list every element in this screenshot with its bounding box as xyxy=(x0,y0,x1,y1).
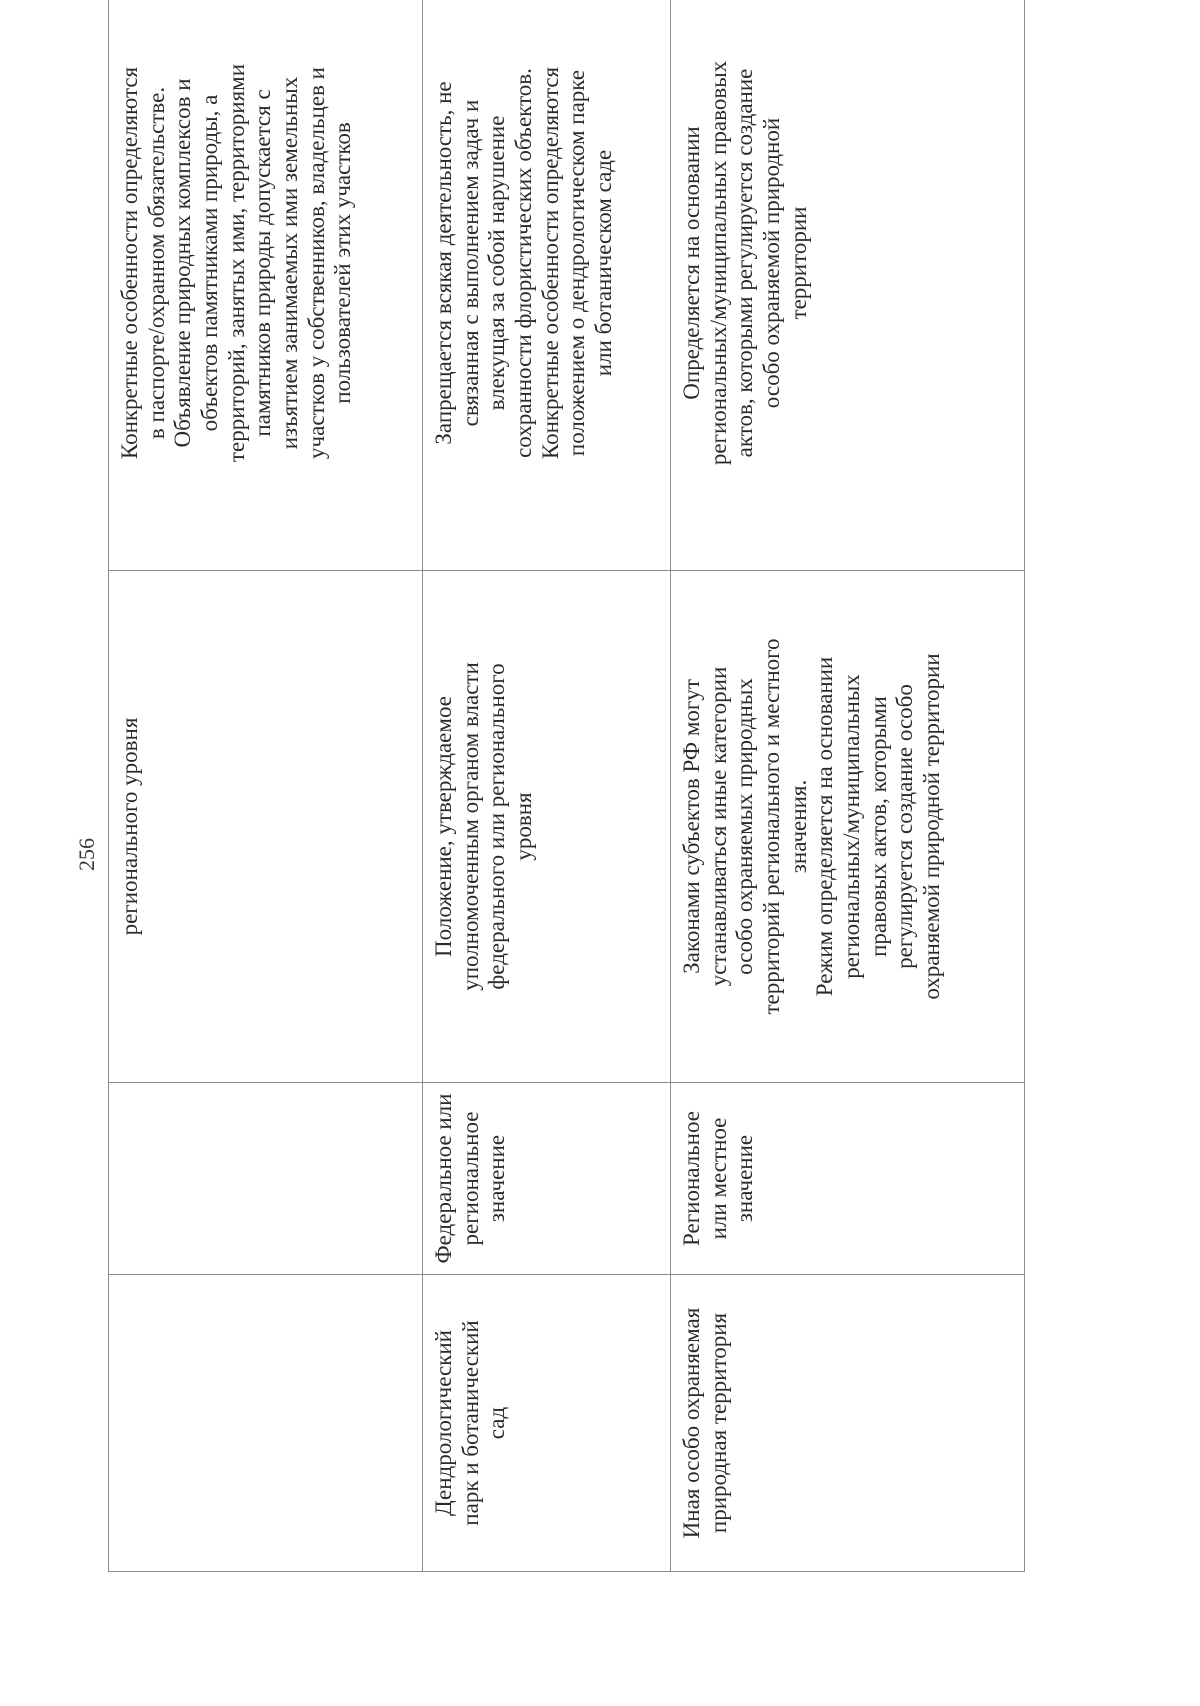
text-line: устанавливаться иные категории xyxy=(705,666,731,987)
text-line: уровня xyxy=(511,792,537,861)
text-line: территорий, занятых ими, территориями xyxy=(223,63,249,463)
regime-cell xyxy=(109,0,423,571)
significance-cell xyxy=(109,1083,423,1275)
text-line: парк и ботанический xyxy=(457,1320,483,1526)
reserve-regime-table xyxy=(108,0,1025,1572)
text-line: Законами субъектов РФ могут xyxy=(679,679,704,974)
text-line: Положение, утверждаемое xyxy=(431,696,456,957)
text-line: территории xyxy=(785,206,811,320)
text-line: Федеральное или xyxy=(431,1093,456,1264)
text-line: актов, которыми регулируется создание xyxy=(732,68,758,458)
text-line: сохранности флористических объектов. xyxy=(511,68,537,458)
territory-name-cell xyxy=(423,1275,671,1572)
text-line: значение xyxy=(484,1134,510,1223)
text-line: Режим определяется на основании xyxy=(812,656,838,997)
text-line: региональное xyxy=(457,1111,483,1246)
text-line: особо охраняемых природных xyxy=(732,678,758,975)
text-line: территорий регионального и местного xyxy=(759,638,785,1015)
territory-name-cell xyxy=(109,1275,423,1572)
text-line: региональных/муниципальных правовых xyxy=(705,60,731,466)
significance-cell xyxy=(671,1083,1025,1275)
text-line: пользователей этих участков xyxy=(330,122,356,404)
legal-basis-cell xyxy=(423,571,671,1083)
regime-cell xyxy=(671,0,1025,571)
text-line: положением о дендрологическом парке xyxy=(564,69,590,457)
text-line: Конкретные особенности определяются xyxy=(537,66,563,460)
text-line: Региональное xyxy=(679,1111,704,1246)
text-line: значения. xyxy=(785,779,811,874)
table-row xyxy=(671,0,1025,1572)
text-line: правовых актов, которыми xyxy=(865,696,891,957)
table-row xyxy=(423,0,671,1572)
text-line: участков у собственников, владельцев и xyxy=(303,67,329,459)
text-line: объектов памятниками природы, а xyxy=(197,94,223,432)
text-line: сад xyxy=(484,1406,510,1440)
text-line: в паспорте/охранном обязательстве. xyxy=(143,86,169,440)
text-line: Определяется на основании xyxy=(679,126,704,400)
text-line: регулируется создание особо xyxy=(892,684,918,969)
text-line: Запрещается всякая деятельность, не xyxy=(431,81,456,445)
text-line: Конкретные особенности определяются xyxy=(117,66,142,460)
text-line: связанная с выполнением задач и xyxy=(457,99,483,427)
text-line: уполномоченным органом власти xyxy=(457,662,483,991)
text-line: федерального или регионального xyxy=(484,663,510,990)
text-line: значение xyxy=(732,1134,758,1223)
text-line: влекущая за собой нарушение xyxy=(484,115,510,411)
regime-cell xyxy=(423,0,671,571)
page-number: 256 xyxy=(74,838,99,871)
table-row xyxy=(109,0,423,1572)
text-line: Объявление природных комплексов и xyxy=(170,78,196,448)
legal-basis-cell xyxy=(109,571,423,1083)
text-line: особо охраняемой природной xyxy=(759,117,785,409)
text-line: природная территория xyxy=(705,1312,731,1534)
text-line: или ботаническом саде xyxy=(591,149,617,377)
significance-cell xyxy=(423,1083,671,1275)
text-line: памятников природы допускается с xyxy=(250,89,276,437)
legal-basis-cell xyxy=(671,571,1025,1083)
text-line: региональных/муниципальных xyxy=(839,674,865,979)
text-line: или местное xyxy=(705,1117,731,1240)
text-line: охраняемой природной территории xyxy=(919,653,945,1000)
text-line: Дендрологический xyxy=(431,1330,456,1516)
text-line: Иная особо охраняемая xyxy=(679,1307,704,1539)
text-line: регионального уровня xyxy=(117,717,142,936)
territory-name-cell xyxy=(671,1275,1025,1572)
text-line: изъятием занимаемых ими земельных xyxy=(277,76,303,450)
